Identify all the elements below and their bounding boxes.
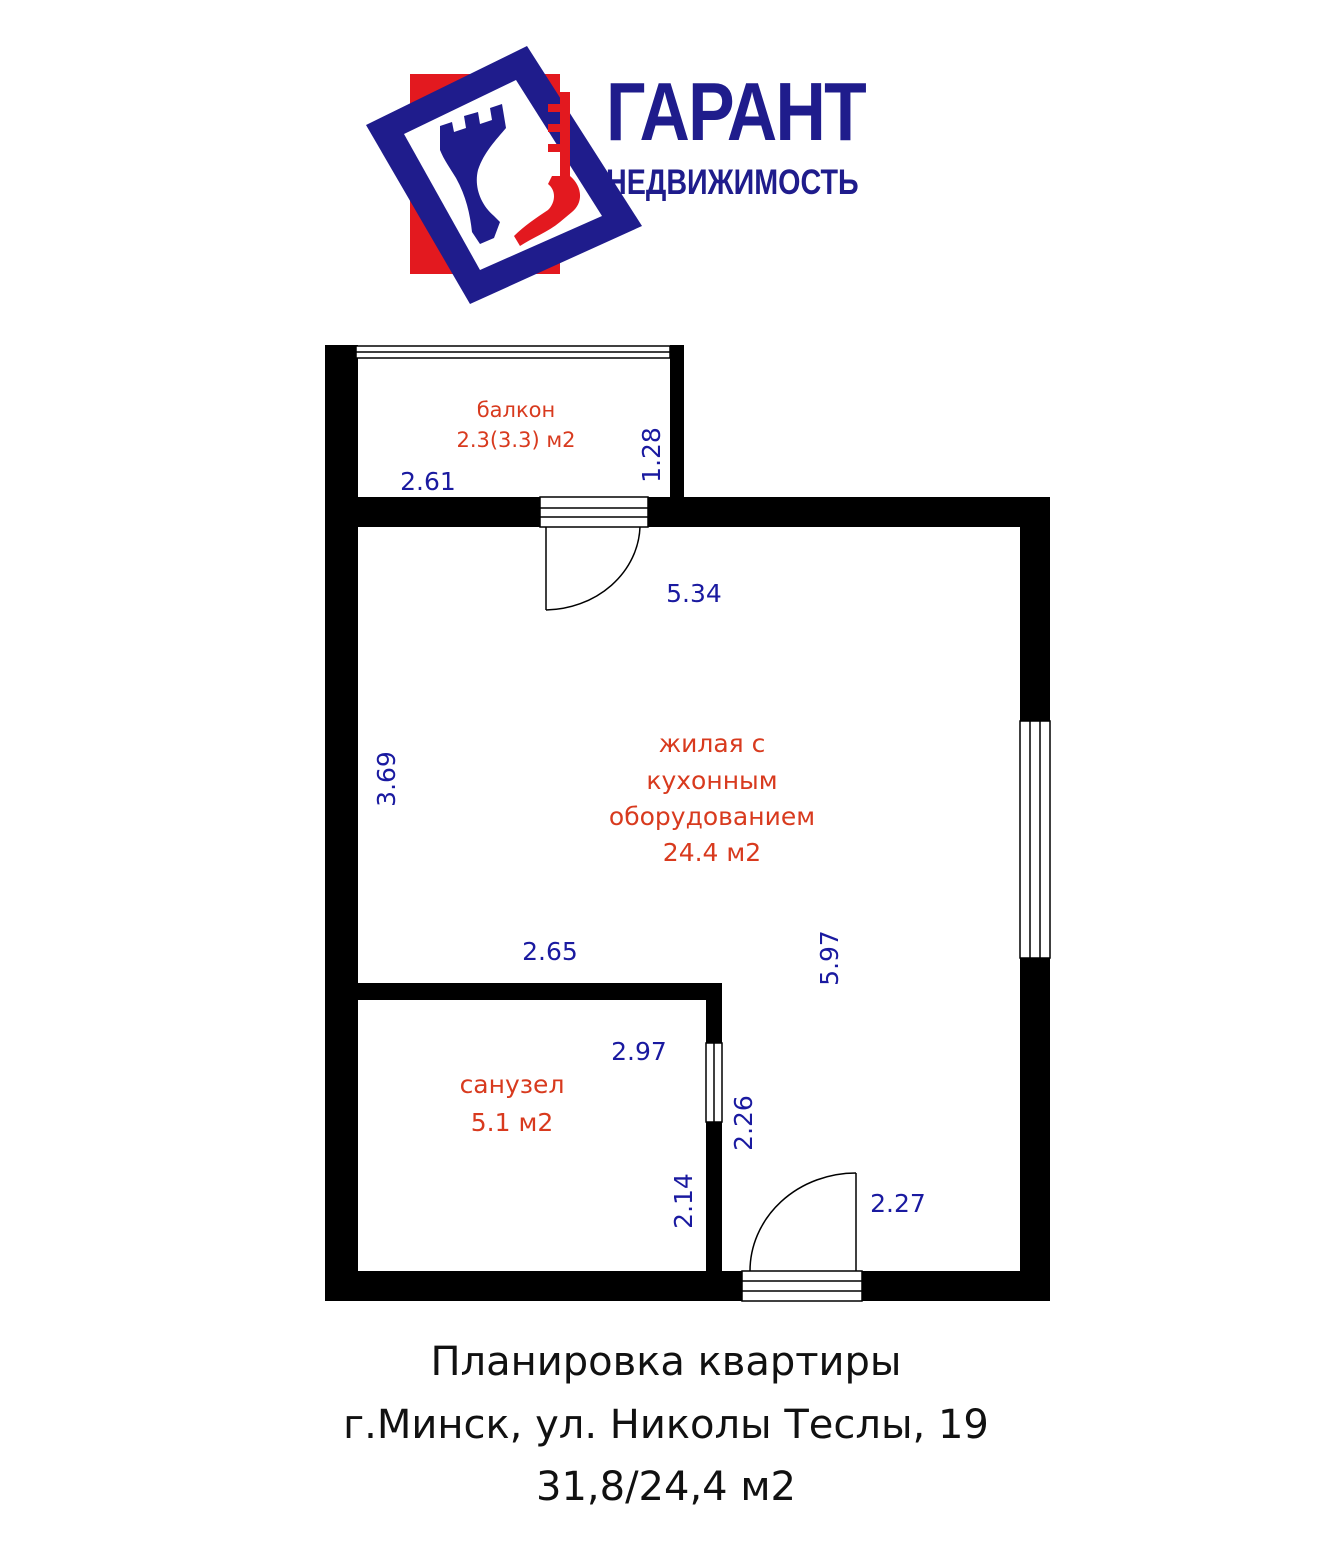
dim-living-height: 5.97	[815, 930, 844, 986]
brand-subtitle: НЕДВИЖИМОСТЬ	[606, 163, 859, 202]
living-line3: оборудованием	[608, 802, 816, 831]
wall-bottom-left	[325, 1271, 742, 1301]
wall-bath-right-upper	[706, 983, 722, 1043]
dim-balcony-width: 2.61	[400, 467, 456, 496]
wall-bath-right-lower	[706, 1122, 722, 1272]
wall-bottom-right	[862, 1271, 1050, 1301]
balcony-door-frame	[540, 497, 648, 527]
wall-left	[325, 345, 358, 1301]
entrance-door-frame	[742, 1271, 862, 1301]
wall-right-lower	[1020, 958, 1050, 1301]
balcony-area: 2.3(3.3) м2	[456, 428, 576, 452]
balcony-name: балкон	[476, 398, 556, 422]
dim-bath-right: 2.14	[669, 1173, 698, 1229]
window-right	[1020, 721, 1050, 958]
caption-title: Планировка квартиры	[430, 1339, 902, 1385]
dim-balcony-depth: 1.28	[637, 427, 666, 483]
dim-corridor-wall: 2.26	[729, 1095, 758, 1151]
wall-bath-top	[358, 983, 722, 1000]
dim-living-left: 3.69	[372, 751, 401, 807]
wall-living-top-right	[648, 497, 1050, 527]
caption-area: 31,8/24,4 м2	[536, 1464, 796, 1510]
balcony-glazing	[356, 346, 670, 358]
entrance-door-swing	[750, 1173, 856, 1271]
dim-living-mid: 2.65	[522, 937, 578, 966]
dim-living-top: 5.34	[666, 579, 722, 608]
wall-right-upper	[1020, 497, 1050, 721]
brand-title: ГАРАНТ	[606, 65, 866, 158]
wall-living-top-left	[325, 497, 540, 527]
balcony-door-swing	[546, 527, 640, 610]
living-area: 24.4 м2	[662, 838, 762, 867]
living-line2: кухонным	[646, 766, 778, 795]
caption-address: г.Минск, ул. Николы Теслы, 19	[343, 1402, 989, 1448]
bathroom-name: санузел	[459, 1070, 565, 1099]
bathroom-area: 5.1 м2	[470, 1108, 554, 1137]
dim-corridor-width: 2.27	[870, 1189, 926, 1218]
wall-balcony-right	[670, 345, 684, 498]
living-line1: жилая с	[658, 729, 766, 758]
bath-door-frame	[706, 1043, 722, 1122]
dim-bath-top: 2.97	[611, 1037, 667, 1066]
